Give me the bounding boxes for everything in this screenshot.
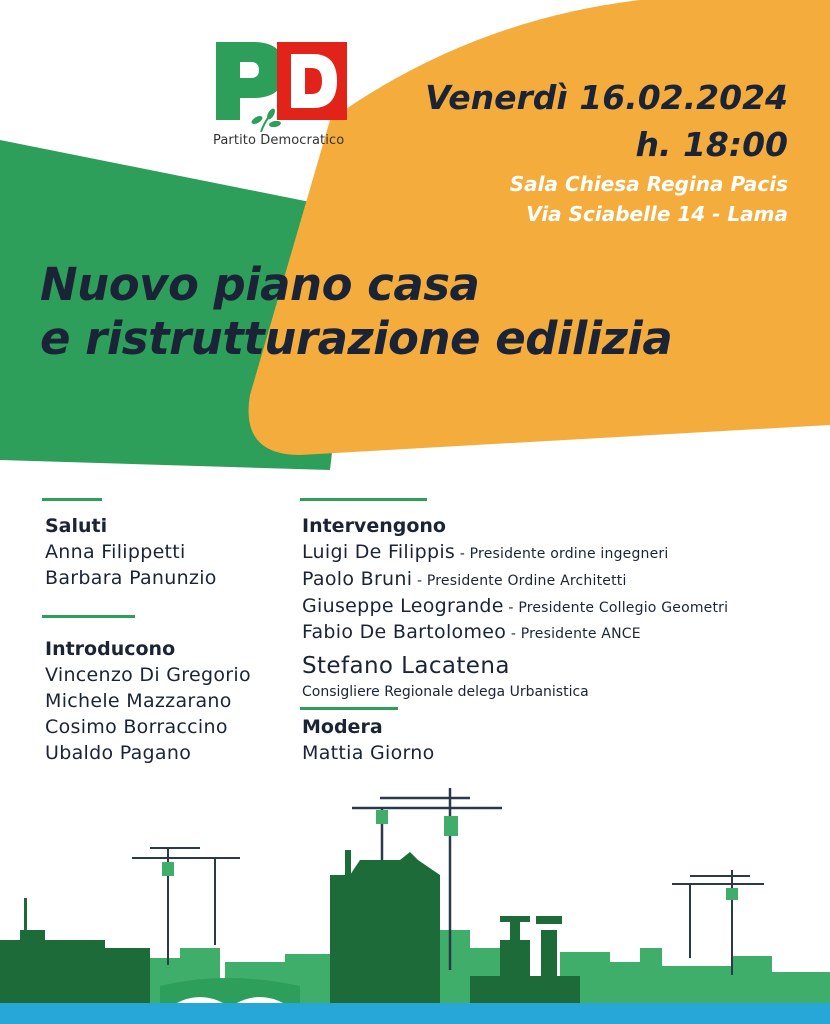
pd-logo-icon [213, 40, 353, 132]
olive-branch-icon [250, 107, 281, 132]
event-venue: Sala Chiesa Regina Pacis [509, 172, 788, 196]
title-line-1: Nuovo piano casa [40, 258, 480, 311]
speaker-role: - Presidente Collegio Geometri [503, 600, 729, 616]
moderator-name: Mattia Giorno [302, 742, 435, 764]
modera-heading: Modera [302, 716, 383, 738]
modera-divider [300, 707, 398, 710]
introducono-name: Michele Mazzarano [45, 690, 232, 712]
speaker-row [302, 568, 627, 590]
speaker-role: - Presidente ordine ingegneri [455, 546, 669, 562]
introducono-name: Ubaldo Pagano [45, 742, 192, 764]
saluti-heading: Saluti [45, 515, 108, 537]
speaker-row [302, 621, 641, 643]
speaker-name: Paolo Bruni [302, 568, 413, 590]
event-time: h. 18:00 [635, 125, 788, 164]
intervengono-heading: Intervengono [302, 515, 446, 537]
saluti-name: Barbara Panunzio [45, 567, 217, 589]
speaker-row [302, 595, 728, 617]
title-line-2: e ristrutturazione edilizia [40, 312, 673, 365]
speaker-name: Luigi De Filippis [302, 541, 456, 563]
saluti-divider [42, 498, 102, 501]
speaker-role: - Presidente Ordine Architetti [412, 573, 627, 589]
saluti-name: Anna Filippetti [45, 541, 186, 563]
introducono-name: Cosimo Borraccino [45, 716, 228, 738]
city-skyline-with-cranes-icon [0, 780, 830, 1004]
intervengono-divider [300, 498, 427, 501]
logo-subtitle: Partito Democratico [213, 133, 345, 148]
speaker-row [302, 541, 668, 563]
featured-speaker-name: Stefano Lacatena [302, 653, 510, 679]
event-date: Venerdì 16.02.2024 [425, 78, 788, 117]
party-logo [213, 40, 353, 155]
background-shapes [0, 0, 830, 470]
event-address: Via Sciabelle 14 - Lama [526, 202, 788, 226]
speaker-role: - Presidente ANCE [506, 626, 641, 642]
footer-band [0, 1003, 830, 1024]
speaker-name: Giuseppe Leogrande [302, 595, 504, 617]
speaker-name: Fabio De Bartolomeo [302, 621, 507, 643]
featured-speaker-role: Consigliere Regionale delega Urbanistica [302, 684, 589, 700]
crane-icon [132, 848, 240, 965]
introducono-divider [42, 615, 135, 618]
introducono-heading: Introducono [45, 638, 176, 660]
introducono-name: Vincenzo Di Gregorio [45, 664, 251, 686]
